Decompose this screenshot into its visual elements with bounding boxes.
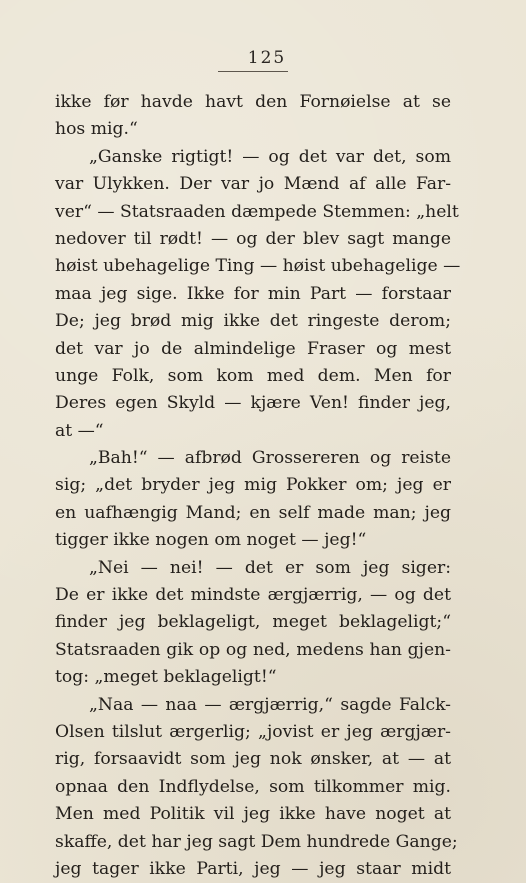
text-line: De; jeg brød mig ikke det ringeste derom; <box>55 311 451 332</box>
text-line: hos mig.“ <box>55 119 138 140</box>
text-line: skaffe, det har jeg sagt Dem hundrede Gange; <box>55 831 458 852</box>
text-line: unge Folk, som kom med dem. Men for <box>55 365 451 386</box>
text-line: ikke før havde havt den Fornøielse at se <box>55 92 451 112</box>
page-number: 125 <box>247 48 287 68</box>
text-line: rig, forsaavidt som jeg nok ønsker, at — at <box>55 749 451 770</box>
text-line: opnaa den Indflydelse, som tilkommer mig. <box>55 776 451 797</box>
paragraph <box>55 692 458 883</box>
text-line: tigger ikke nogen om noget — jeg!“ <box>55 530 367 551</box>
text-line: at —“ <box>55 420 104 441</box>
text-line: høist ubehagelige Ting — høist ubehagelige — <box>55 256 461 277</box>
header-rule <box>218 71 288 72</box>
text-line: Olsen tilslut ærgerlig; „jovist er jeg ærgjær- <box>55 721 451 742</box>
paragraph <box>55 144 461 445</box>
text-line: finder jeg beklageligt, meget beklageligt;“ <box>55 612 451 633</box>
text-line: det var jo de almindelige Fraser og mest <box>55 338 451 359</box>
text-line: maa jeg sige. Ikke for min Part — forstaar <box>55 283 451 304</box>
text-line: „Naa — naa — ærgjærrig,“ sagde Falck- <box>89 694 451 715</box>
body-text <box>55 89 461 883</box>
text-line: „Ganske rigtigt! — og det var det, som <box>89 146 451 167</box>
text-line: De er ikke det mindste ærgjærrig, — og det <box>55 585 451 606</box>
text-line: jeg tager ikke Parti, jeg — jeg staar midt <box>55 858 451 879</box>
page-header <box>0 48 526 68</box>
text-line: sig; „det bryder jeg mig Pokker om; jeg er <box>55 475 451 496</box>
paragraph <box>55 555 451 692</box>
text-line: Men med Politik vil jeg ikke have noget at <box>55 804 451 825</box>
paragraph <box>55 89 451 144</box>
text-line: var Ulykken. Der var jo Mænd af alle Far- <box>55 174 451 195</box>
text-line: „Nei — nei! — det er som jeg siger: <box>89 557 451 578</box>
text-line: ver“ — Statsraaden dæmpede Stemmen: „helt <box>55 201 459 222</box>
text-line: Statsraaden gik op og ned, medens han gjen- <box>55 639 451 660</box>
text-line: en uafhængig Mand; en self made man; jeg <box>55 502 451 523</box>
text-line: „Bah!“ — afbrød Grossereren og reiste <box>89 448 451 469</box>
text-line: nedover til rødt! — og der blev sagt mange <box>55 228 451 249</box>
text-line: Deres egen Skyld — kjære Ven! finder jeg, <box>55 393 451 414</box>
paragraph <box>55 445 451 555</box>
text-line: tog: „meget beklageligt!“ <box>55 667 277 688</box>
